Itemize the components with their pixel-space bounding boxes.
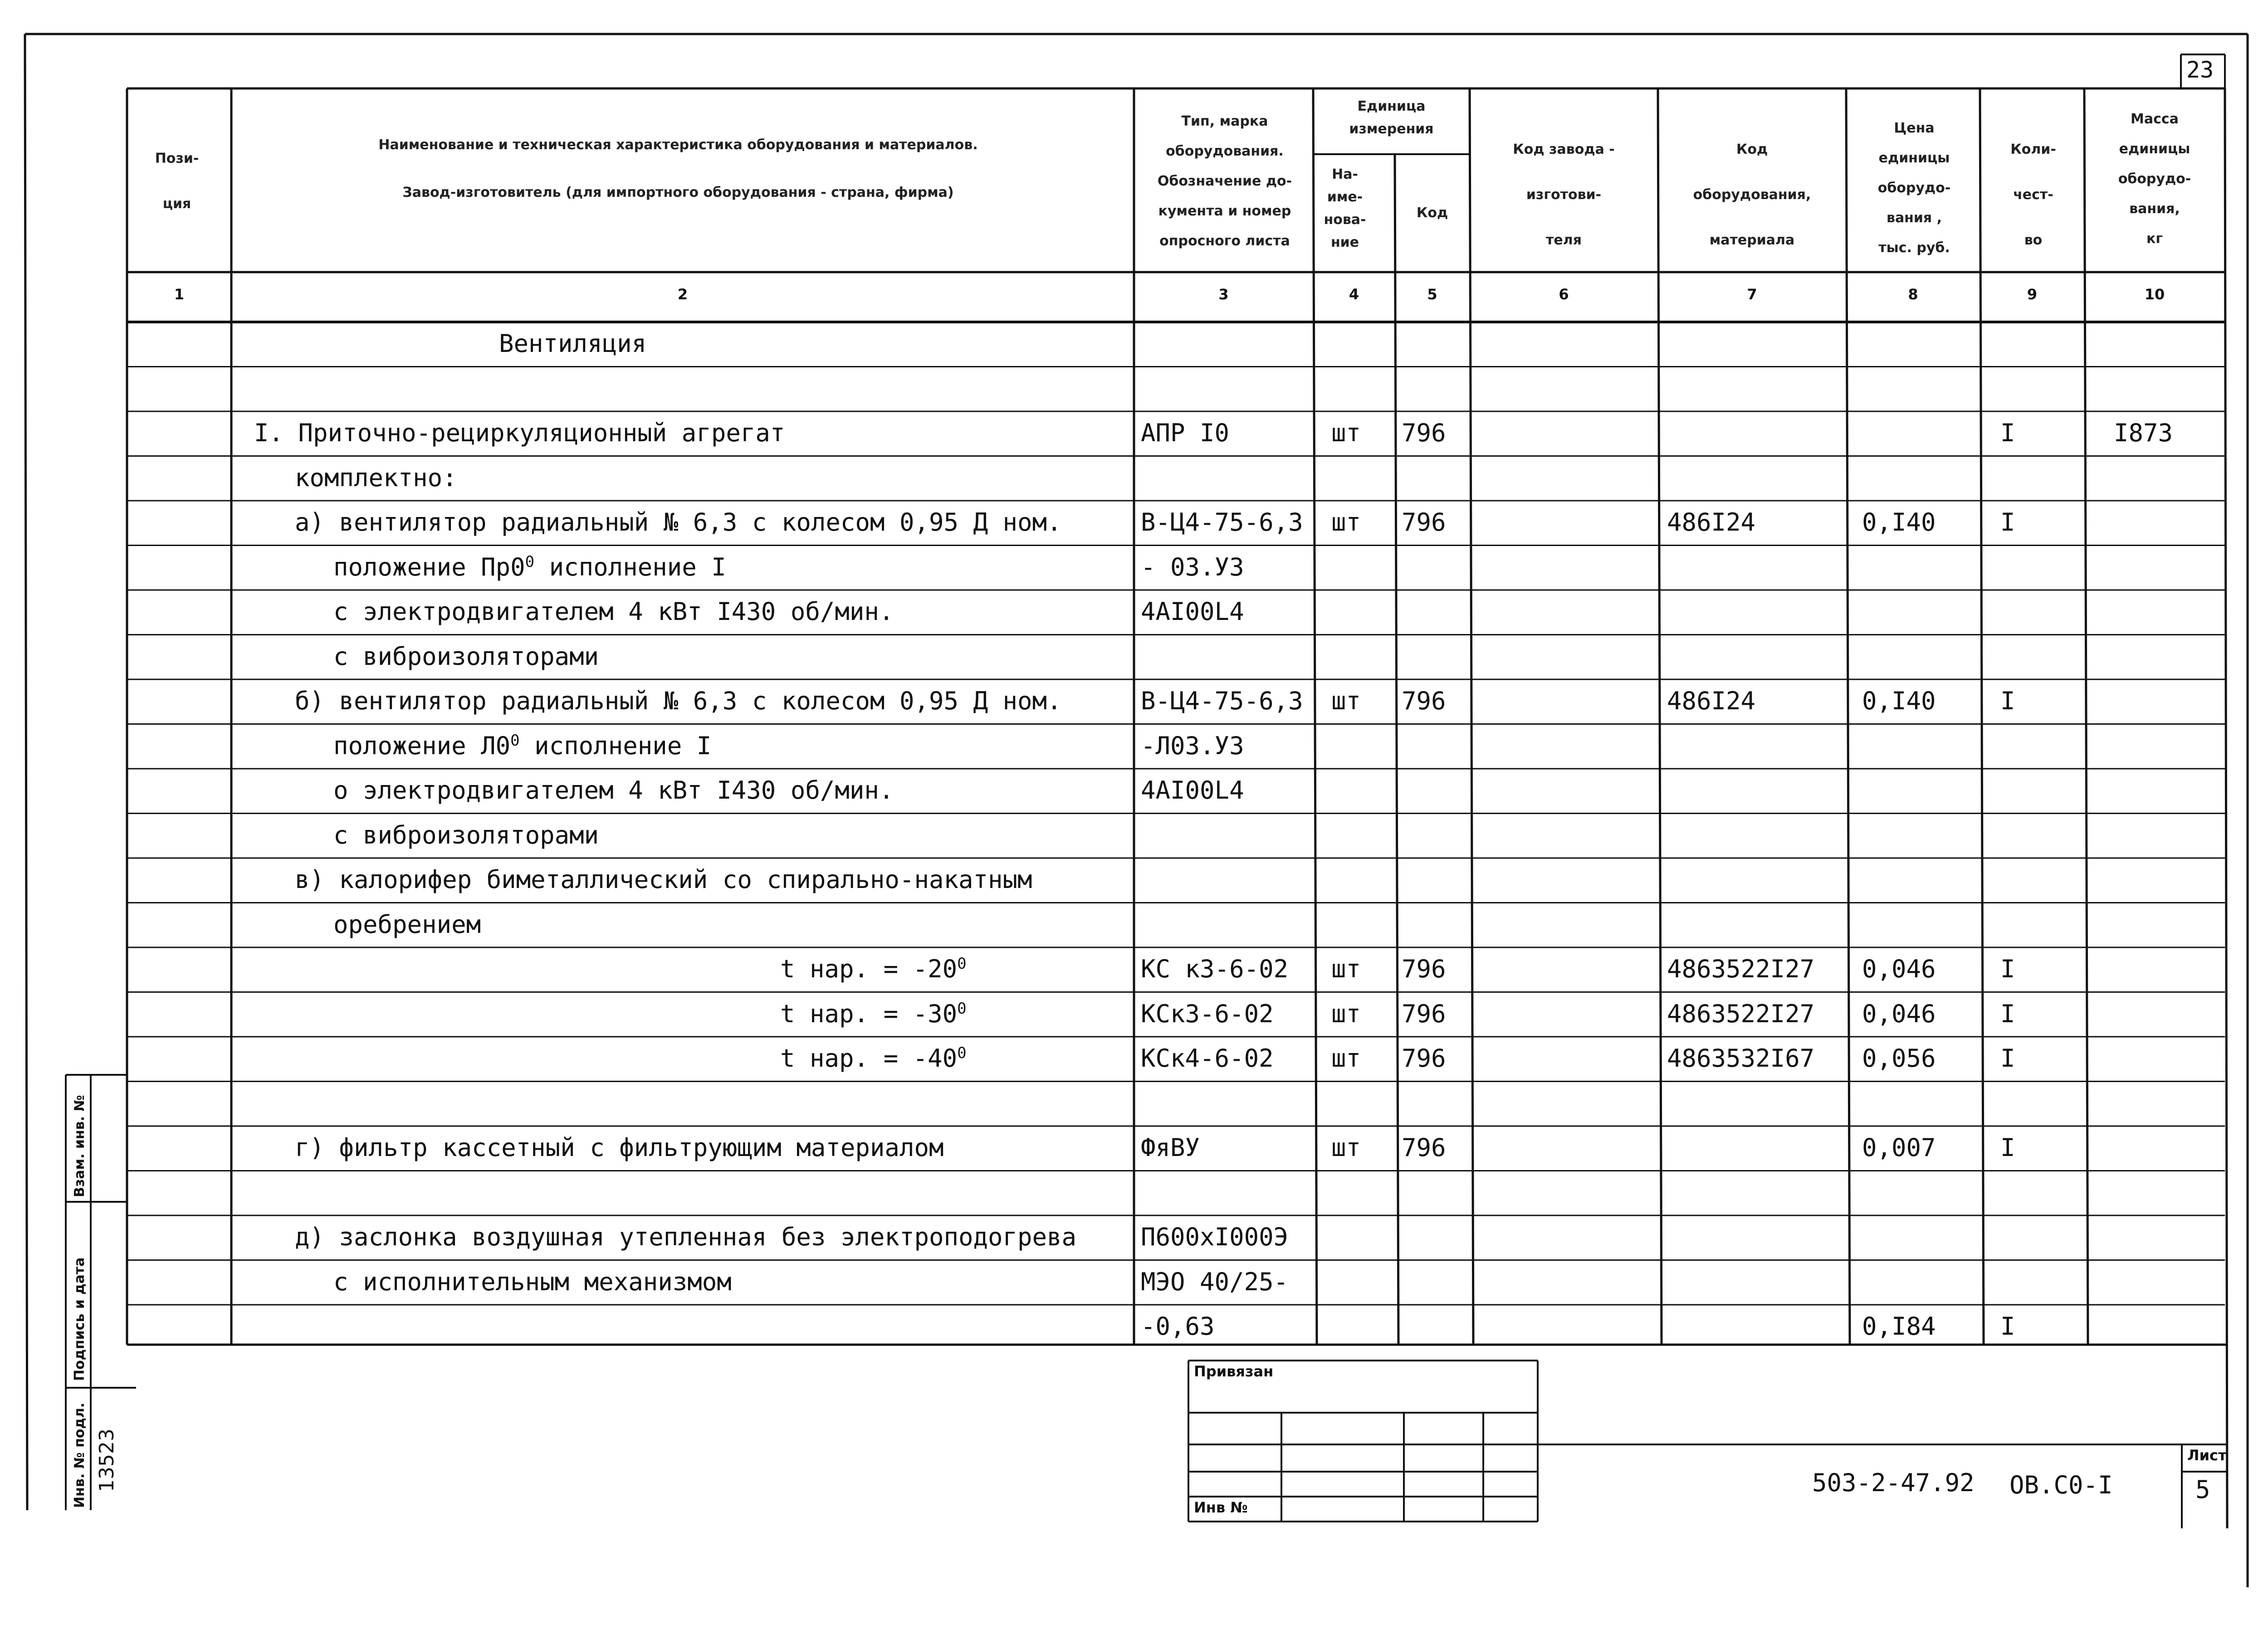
cell-price: 0,I40	[1862, 508, 1936, 537]
cell-qty: I	[2000, 955, 2015, 983]
item-name-text: д) заслонка воздушная утепленная без электроподогрева	[295, 1223, 1077, 1251]
item-name	[295, 464, 457, 492]
column-number: 1	[174, 286, 185, 303]
item-name-text: I. Приточно-рециркуляционный агрегат	[254, 419, 785, 447]
degree-superscript: 0	[957, 955, 967, 973]
item-name-text: Вентиляция	[499, 329, 647, 358]
item-name-text: б) вентилятор радиальный № 6,3 с колесом 0,95 Д ном.	[295, 687, 1062, 715]
page-number: 23	[2186, 57, 2214, 83]
item-name-text: с исполнительным механизмом	[333, 1267, 732, 1296]
item-name	[499, 330, 646, 357]
item-name	[333, 777, 894, 804]
column-divider	[1313, 88, 1317, 1345]
item-name-text: г) фильтр кассетный с фильтрующим материалом	[295, 1133, 944, 1162]
header-position: Пози- ция	[155, 151, 199, 212]
header-unit-code: Код	[1416, 205, 1448, 221]
item-name	[254, 419, 785, 447]
item-name	[780, 1000, 967, 1028]
header-name-line2: Завод-изготовитель (для импортного оборудования - страна, фирма)	[402, 185, 954, 200]
stamp-inv-label: Инв №	[1194, 1499, 1248, 1516]
column-divider	[1658, 88, 1662, 1345]
item-name-text: с электродвигателем 4 кВт I430 об/мин.	[333, 597, 894, 626]
item-name	[295, 866, 1032, 893]
cell-qty: I	[2000, 999, 2015, 1028]
cell-code: 796	[1402, 419, 1446, 447]
column-divider	[1980, 88, 1984, 1345]
cell-type: П600хI000Э	[1141, 1223, 1289, 1251]
column-divider	[2084, 88, 2088, 1345]
item-name	[333, 1268, 732, 1296]
header-quantity: Коли- чест- во	[2010, 141, 2056, 248]
column-number: 10	[2144, 286, 2165, 303]
cell-mass: I873	[2114, 419, 2173, 447]
cell-code: 796	[1402, 1044, 1446, 1073]
item-name-text: t нар. = -20	[780, 955, 958, 983]
side-label-vzam: Взам. инв. №	[72, 1095, 88, 1197]
item-name	[295, 1224, 1076, 1251]
item-name-text: положение Л0	[333, 731, 511, 760]
sheet-code: ОВ.С0-I	[2009, 1471, 2113, 1499]
item-name	[780, 956, 967, 983]
cell-type: МЭО 40/25-	[1141, 1267, 1289, 1296]
cell-unit: шт	[1331, 687, 1361, 715]
column-number: 5	[1427, 286, 1437, 303]
item-name	[780, 1045, 967, 1072]
cell-type: - 03.У3	[1141, 552, 1244, 581]
cell-unit: шт	[1331, 999, 1361, 1028]
column-divider	[1470, 88, 1473, 1345]
cell-unit: шт	[1331, 508, 1361, 537]
header-unit: Единица измерения	[1349, 98, 1434, 137]
cell-type: 4АI00L4	[1141, 776, 1244, 805]
column-divider	[1395, 154, 1398, 1345]
item-name-text: в) калорифер биметаллический со спирально-накатным	[295, 865, 1032, 894]
item-name-tail: исполнение I	[519, 731, 712, 760]
item-name-text: о электродвигателем 4 кВт I430 об/мин.	[333, 776, 894, 805]
column-divider	[1846, 88, 1850, 1345]
column-number: 2	[677, 286, 688, 303]
cell-qty: I	[2000, 1044, 2015, 1073]
item-name	[295, 1134, 943, 1161]
cell-type: КС к3-6-02	[1141, 955, 1289, 983]
stamp-privyazan: Привязан	[1194, 1363, 1274, 1380]
cell-type: В-Ц4-75-6,3	[1141, 508, 1303, 537]
cell-code: 796	[1402, 955, 1446, 983]
cell-mat: 4863522I27	[1667, 999, 1815, 1028]
cell-type: -0,63	[1141, 1312, 1215, 1341]
list-label: Лист	[2187, 1447, 2227, 1464]
cell-mat: 486I24	[1667, 687, 1756, 715]
cell-qty: I	[2000, 687, 2015, 715]
item-name-text: оребрением	[333, 910, 481, 939]
cell-code: 796	[1402, 687, 1446, 715]
item-name-text: t нар. = -40	[780, 1044, 958, 1073]
item-name	[333, 598, 894, 625]
cell-qty: I	[2000, 1133, 2015, 1162]
item-name	[295, 509, 1062, 536]
cell-mat: 4863532I67	[1667, 1044, 1815, 1073]
degree-superscript: 0	[957, 999, 967, 1018]
item-name-text: с виброизоляторами	[333, 820, 599, 849]
cell-unit: шт	[1331, 419, 1361, 447]
cell-qty: I	[2000, 1312, 2015, 1341]
cell-price: 0,046	[1862, 999, 1936, 1028]
item-name	[333, 643, 599, 670]
item-name-text: положение Пр0	[333, 552, 525, 581]
item-name-text: а) вентилятор радиальный № 6,3 с колесом 0,95 Д ном.	[295, 508, 1062, 537]
cell-unit: шт	[1331, 1133, 1361, 1162]
item-name-tail: исполнение I	[534, 552, 726, 581]
side-inv-value: 13523	[95, 1429, 118, 1492]
cell-qty: I	[2000, 508, 2015, 537]
header-unit-name: На- име- нова- ние	[1324, 166, 1366, 250]
cell-price: 0,I40	[1862, 687, 1936, 715]
cell-type: 4АI00L4	[1141, 597, 1244, 626]
item-name	[333, 822, 599, 849]
list-number: 5	[2195, 1475, 2210, 1504]
cell-unit: шт	[1331, 1044, 1361, 1073]
item-name-text: t нар. = -30	[780, 999, 958, 1028]
item-name	[295, 688, 1062, 715]
cell-mat: 486I24	[1667, 508, 1756, 537]
side-label-inv-podl: Инв. № подл.	[72, 1402, 88, 1508]
column-number: 8	[1908, 286, 1918, 303]
cell-code: 796	[1402, 508, 1446, 537]
item-name-text: комплектно:	[295, 463, 457, 492]
cell-code: 796	[1402, 999, 1446, 1028]
item-name-text: с виброизоляторами	[333, 642, 599, 671]
cell-price: 0,056	[1862, 1044, 1936, 1073]
header-name-line1: Наименование и техническая характеристика оборудования и материалов.	[378, 137, 978, 153]
degree-superscript: 0	[957, 1044, 967, 1062]
item-name	[333, 732, 711, 760]
column-number: 4	[1349, 286, 1359, 303]
doc-code: 503-2-47.92	[1812, 1468, 1975, 1497]
cell-price: 0,I84	[1862, 1312, 1936, 1341]
cell-qty: I	[2000, 419, 2015, 447]
column-number: 9	[2027, 286, 2038, 303]
cell-type: КСк3-6-02	[1141, 999, 1274, 1028]
cell-type: В-Ц4-75-6,3	[1141, 687, 1303, 715]
cell-price: 0,046	[1862, 955, 1936, 983]
cell-price: 0,007	[1862, 1133, 1936, 1162]
column-number: 7	[1747, 286, 1757, 303]
degree-superscript: 0	[510, 731, 520, 750]
cell-code: 796	[1402, 1133, 1446, 1162]
item-name	[333, 554, 726, 581]
header-material-code: Код оборудования, материала	[1693, 141, 1811, 248]
cell-mat: 4863522I27	[1667, 955, 1815, 983]
column-number: 3	[1218, 286, 1229, 303]
column-number: 6	[1559, 286, 1569, 303]
degree-superscript: 0	[525, 552, 535, 571]
item-name	[333, 911, 481, 938]
header-plant-code: Код завода - изготови- теля	[1513, 141, 1615, 248]
cell-type: АПР I0	[1141, 419, 1230, 447]
cell-type: КСк4-6-02	[1141, 1044, 1274, 1073]
header-mass: Масса единицы оборудо- вания, кг	[2118, 111, 2191, 247]
cell-unit: шт	[1331, 955, 1361, 983]
cell-type: ФяВУ	[1141, 1133, 1200, 1162]
header-type: Тип, марка оборудования. Обозначение до- кумента и номер опросного листа	[1157, 113, 1292, 249]
side-label-podpis: Подпись и дата	[72, 1257, 88, 1381]
cell-type: -Л03.У3	[1141, 731, 1244, 760]
header-price: Цена единицы оборудо- вания , тыс. руб.	[1877, 120, 1951, 256]
